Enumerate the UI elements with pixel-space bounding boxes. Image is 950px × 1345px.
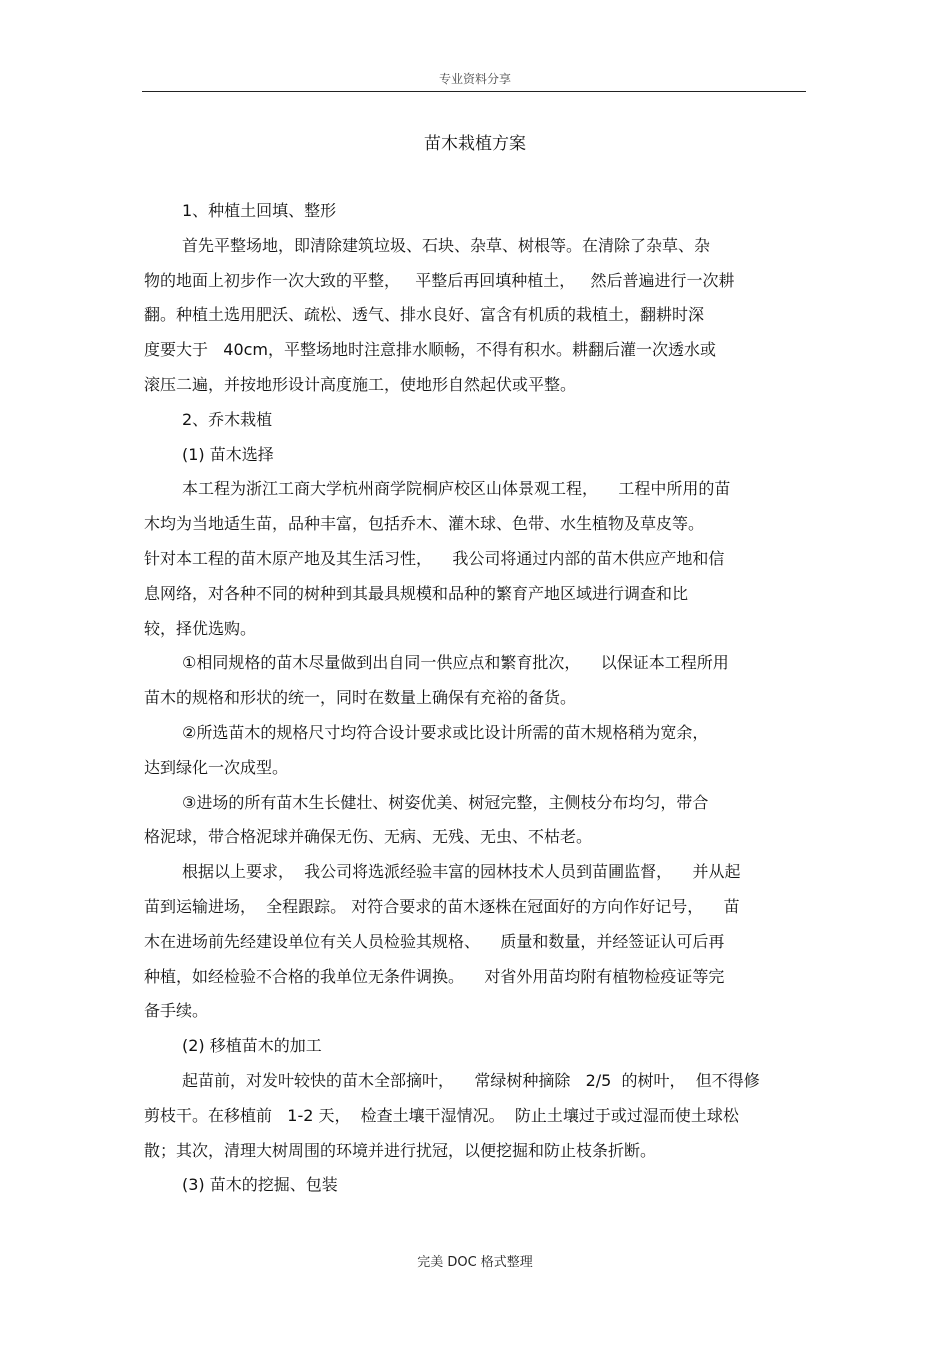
paragraph-line: 较，择优选购。 bbox=[144, 618, 257, 638]
paragraph-line: 木在进场前先经建设单位有关人员检验其规格、 质量和数量，并经签证认可后再 bbox=[144, 931, 725, 951]
paragraph-line: 备手续。 bbox=[144, 1001, 209, 1021]
section-heading-2: 2、乔木栽植 bbox=[182, 409, 273, 429]
paragraph-line: 本工程为浙江工商大学杭州商学院桐庐校区山体景观工程， 工程中所用的苗 bbox=[182, 479, 731, 499]
paragraph-line: 木均为当地适生苗，品种丰富，包括乔木、灌木球、色带、水生植物及草皮等。 bbox=[144, 514, 705, 534]
paragraph-line: 剪枝干。在移植前 1-2 天， 检查土壤干湿情况。 防止土壤过于或过湿而使土球松 bbox=[144, 1105, 739, 1125]
paragraph-line: 根据以上要求， 我公司将选派经验丰富的园林技术人员到苗圃监督， 并从起 bbox=[182, 862, 741, 882]
document-title: 苗木栽植方案 bbox=[424, 134, 526, 154]
list-item-line: ②所选苗木的规格尺寸均符合设计要求或比设计所需的苗木规格稍为宽余， bbox=[182, 722, 709, 742]
paragraph-line: 起苗前，对发叶较快的苗木全部摘叶， 常绿树种摘除 2/5 的树叶， 但不得修 bbox=[182, 1070, 760, 1090]
paragraph-line: 首先平整场地，即清除建筑垃圾、石块、杂草、树根等。在清除了杂草、杂 bbox=[182, 235, 711, 255]
list-item-line: 格泥球，带合格泥球并确保无伤、无病、无残、无虫、不枯老。 bbox=[144, 827, 593, 847]
paragraph-line: 息网络，对各种不同的树种到其最具规模和品种的繁育产地区域进行调查和比 bbox=[144, 583, 689, 603]
list-item-line: ③进场的所有苗木生长健壮、树姿优美、树冠完整，主侧枝分布均匀，带合 bbox=[182, 792, 709, 812]
page-footer: 完美 DOC 格式整理 bbox=[417, 1255, 533, 1270]
paragraph-line: 散；其次，清理大树周围的环境并进行扰冠，以便挖掘和防止枝条折断。 bbox=[144, 1140, 657, 1160]
subsection-heading: (2) 移植苗木的加工 bbox=[182, 1036, 322, 1056]
subsection-heading: (1) 苗木选择 bbox=[182, 444, 274, 464]
document-body bbox=[144, 194, 810, 1203]
list-item-line: 达到绿化一次成型。 bbox=[144, 757, 289, 777]
paragraph-line: 物的地面上初步作一次大致的平整， 平整后再回填种植土， 然后普遍进行一次耕 bbox=[144, 270, 735, 290]
paragraph-line: 滚压二遍，并按地形设计高度施工，使地形自然起伏或平整。 bbox=[144, 374, 577, 394]
list-item-line: ①相同规格的苗木尽量做到出自同一供应点和繁育批次， 以保证本工程所用 bbox=[182, 653, 729, 673]
paragraph-line: 翻。种植土选用肥沃、疏松、透气、排水良好、富含有机质的栽植土，翻耕时深 bbox=[144, 305, 705, 325]
paragraph-line: 种植，如经检验不合格的我单位无条件调换。 对省外用苗均附有植物检疫证等完 bbox=[144, 966, 725, 986]
page-header: 专业资料分享 bbox=[438, 72, 511, 86]
subsection-heading: (3) 苗木的挖掘、包装 bbox=[182, 1175, 338, 1195]
section-heading-1: 1、种植土回填、整形 bbox=[182, 201, 337, 220]
list-item-line: 苗木的规格和形状的统一，同时在数量上确保有充裕的备货。 bbox=[144, 688, 577, 708]
paragraph-line: 苗到运输进场， 全程跟踪。 对符合要求的苗木逐株在冠面好的方向作好记号， 苗 bbox=[144, 896, 740, 916]
paragraph-line: 针对本工程的苗木原产地及其生活习性， 我公司将通过内部的苗木供应产地和信 bbox=[144, 548, 725, 568]
header-divider bbox=[142, 91, 806, 92]
paragraph-line: 度要大于 40cm，平整场地时注意排水顺畅，不得有积水。耕翻后灌一次透水或 bbox=[144, 340, 717, 360]
